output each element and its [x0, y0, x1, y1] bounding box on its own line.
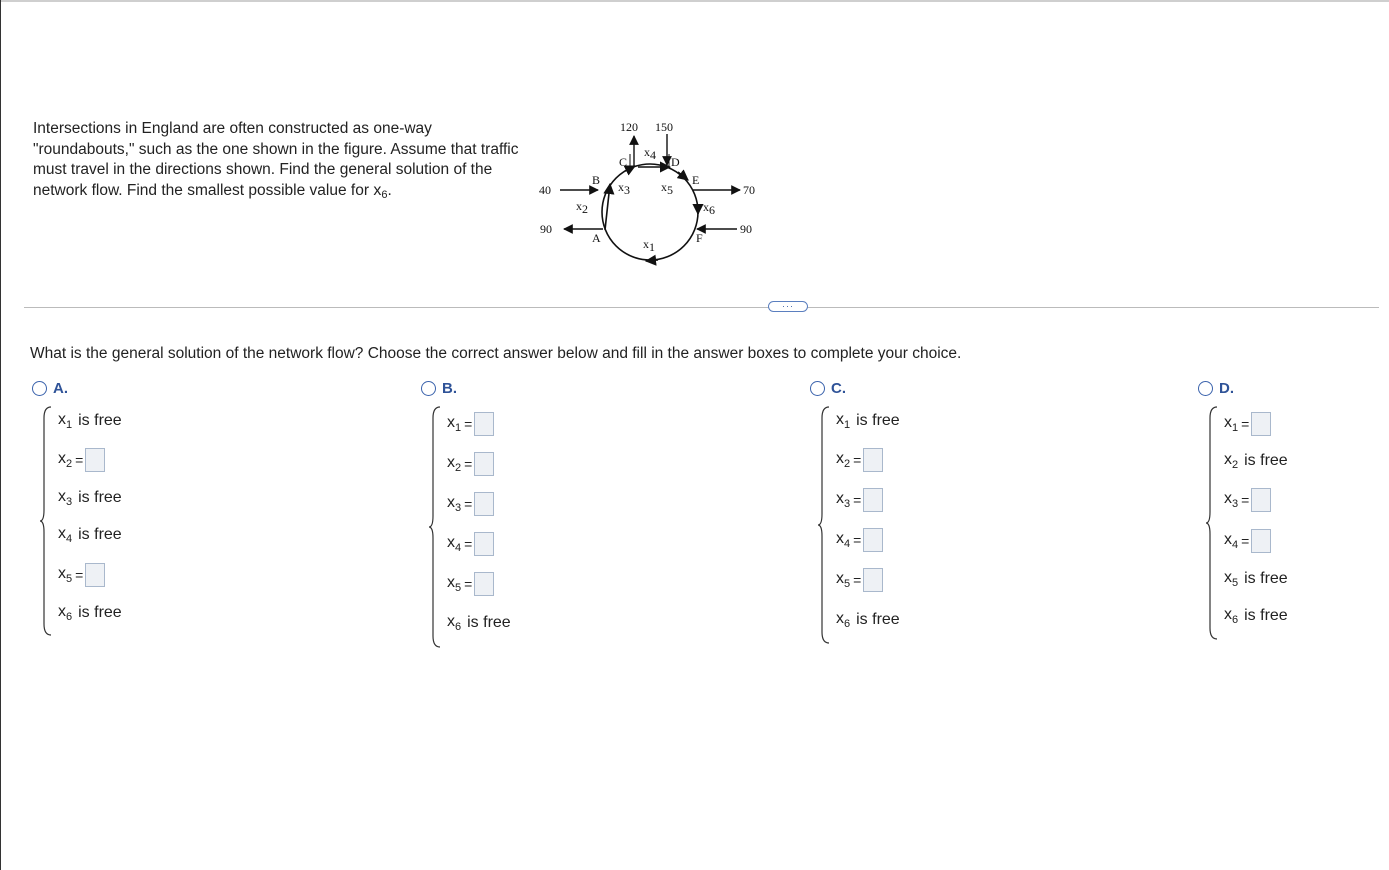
choice-a-row-x4: $x_4$ is free: [58, 525, 122, 545]
x5-arrow: [678, 172, 688, 180]
choice-a: [32, 378, 392, 648]
choice-b-x3-input[interactable]: [474, 492, 494, 516]
choice-c-head[interactable]: [810, 378, 846, 398]
choice-b: [421, 378, 781, 648]
choice-a-row-x3: $x_3$ is free: [58, 488, 122, 508]
choice-d-row-x6: $x_6$ is free: [1224, 606, 1288, 626]
choice-b-brace: [429, 406, 441, 648]
choice-a-letter: A.: [53, 379, 68, 397]
node-c: C: [619, 155, 628, 169]
choice-c-row-x4: $x_4$ =: [836, 528, 883, 552]
choice-b-letter: B.: [442, 379, 457, 397]
edge-x1-label: x1: [643, 237, 655, 254]
choice-b-row-x3: $x_3$ =: [447, 492, 494, 516]
choice-b-radio[interactable]: [421, 381, 436, 396]
choice-a-row-x6: $x_6$ is free: [58, 603, 122, 623]
choice-d-x4-input[interactable]: [1251, 529, 1271, 553]
choice-c-letter: C.: [831, 379, 846, 397]
choice-a-row-x5: $x_5$ =: [58, 563, 105, 587]
choice-c-x5-input[interactable]: [863, 568, 883, 592]
node-a: A: [592, 231, 601, 245]
choice-d-row-x1: $x_1$ =: [1224, 412, 1271, 436]
choice-c-radio[interactable]: [810, 381, 825, 396]
choice-c: [810, 378, 1170, 648]
choice-d-x1-input[interactable]: [1251, 412, 1271, 436]
choice-b-x5-input[interactable]: [474, 572, 494, 596]
expand-more-button[interactable]: ···: [768, 301, 808, 312]
choice-c-x3-input[interactable]: [863, 488, 883, 512]
node-e: E: [692, 173, 700, 187]
choice-b-row-x2: $x_2$ =: [447, 452, 494, 476]
choice-b-row-x4: $x_4$ =: [447, 532, 494, 556]
choice-c-row-x2: $x_2$ =: [836, 448, 883, 472]
choice-a-row-x1: $x_1$ is free: [58, 411, 122, 431]
choice-c-row-x3: $x_3$ =: [836, 488, 883, 512]
window-top-border: [0, 0, 1389, 2]
choice-c-brace: [818, 406, 830, 644]
choice-d-radio[interactable]: [1198, 381, 1213, 396]
edge-x6-label: x6: [703, 200, 715, 217]
choice-c-row-x1: $x_1$ is free: [836, 411, 900, 431]
target-variable: $x_6$: [373, 181, 388, 201]
choice-a-radio[interactable]: [32, 381, 47, 396]
choice-d-head[interactable]: [1198, 378, 1234, 398]
choice-a-brace: [40, 406, 52, 636]
edge-x5-label: x5: [661, 180, 673, 197]
choice-d-letter: D.: [1219, 379, 1234, 397]
choice-b-row-x1: $x_1$ =: [447, 412, 494, 436]
x1-arrow: [646, 260, 658, 261]
choice-a-head[interactable]: [32, 378, 68, 398]
choice-b-x1-input[interactable]: [474, 412, 494, 436]
flow-120-label: 120: [620, 120, 638, 134]
choice-d-row-x3: $x_3$ =: [1224, 488, 1271, 512]
choice-b-row-x6: $x_6$ is free: [447, 613, 511, 633]
flow-90-right-label: 90: [740, 222, 752, 236]
problem-text: Intersections in England are often constructed as one-way "roundabouts," such as the one shown in the figure. Assume that traffic must travel in the directions shown. Find the general solution of the network flow. Find the smallest possible value for: [33, 120, 519, 199]
flow-90-left-label: 90: [540, 222, 552, 236]
window-left-border: [0, 0, 1, 870]
choice-d-row-x4: $x_4$ =: [1224, 529, 1271, 553]
choice-d: [1198, 378, 1378, 648]
choice-d-x3-input[interactable]: [1251, 488, 1271, 512]
flow-150-label: 150: [655, 120, 673, 134]
section-divider: [24, 307, 1379, 308]
choice-c-x4-input[interactable]: [863, 528, 883, 552]
choice-a-x2-input[interactable]: [85, 448, 105, 472]
choice-a-x5-input[interactable]: [85, 563, 105, 587]
edge-x4-label: x4: [644, 145, 656, 162]
choice-b-x4-input[interactable]: [474, 532, 494, 556]
problem-statement: Intersections in England are often constructed as one-way "roundabouts," such as the one shown in the figure. Assume that traffic must travel in the directions shown. Find the general solution of the network flow. Find the smallest possible value for $x_6$.: [33, 120, 519, 201]
choice-b-x2-input[interactable]: [474, 452, 494, 476]
choice-d-row-x2: $x_2$ is free: [1224, 451, 1288, 471]
node-f: F: [696, 231, 703, 245]
edge-x2-label: x2: [576, 199, 588, 216]
choice-d-brace: [1206, 406, 1218, 640]
choice-a-row-x2: $x_2$ =: [58, 448, 105, 472]
choice-d-row-x5: $x_5$ is free: [1224, 569, 1288, 589]
choice-c-row-x6: $x_6$ is free: [836, 610, 900, 630]
choice-c-row-x5: $x_5$ =: [836, 568, 883, 592]
roundabout-figure: [530, 114, 770, 274]
edge-x3-label: x3: [618, 180, 630, 197]
node-b: B: [592, 173, 601, 187]
node-d: D: [671, 155, 680, 169]
question-text: What is the general solution of the network flow? Choose the correct answer below and fill in the answer boxes to complete your choice.: [30, 345, 962, 362]
flow-40-label: 40: [539, 183, 551, 197]
choice-b-row-x5: $x_5$ =: [447, 572, 494, 596]
choice-b-head[interactable]: [421, 378, 457, 398]
choice-c-x2-input[interactable]: [863, 448, 883, 472]
flow-70-label: 70: [743, 183, 755, 197]
